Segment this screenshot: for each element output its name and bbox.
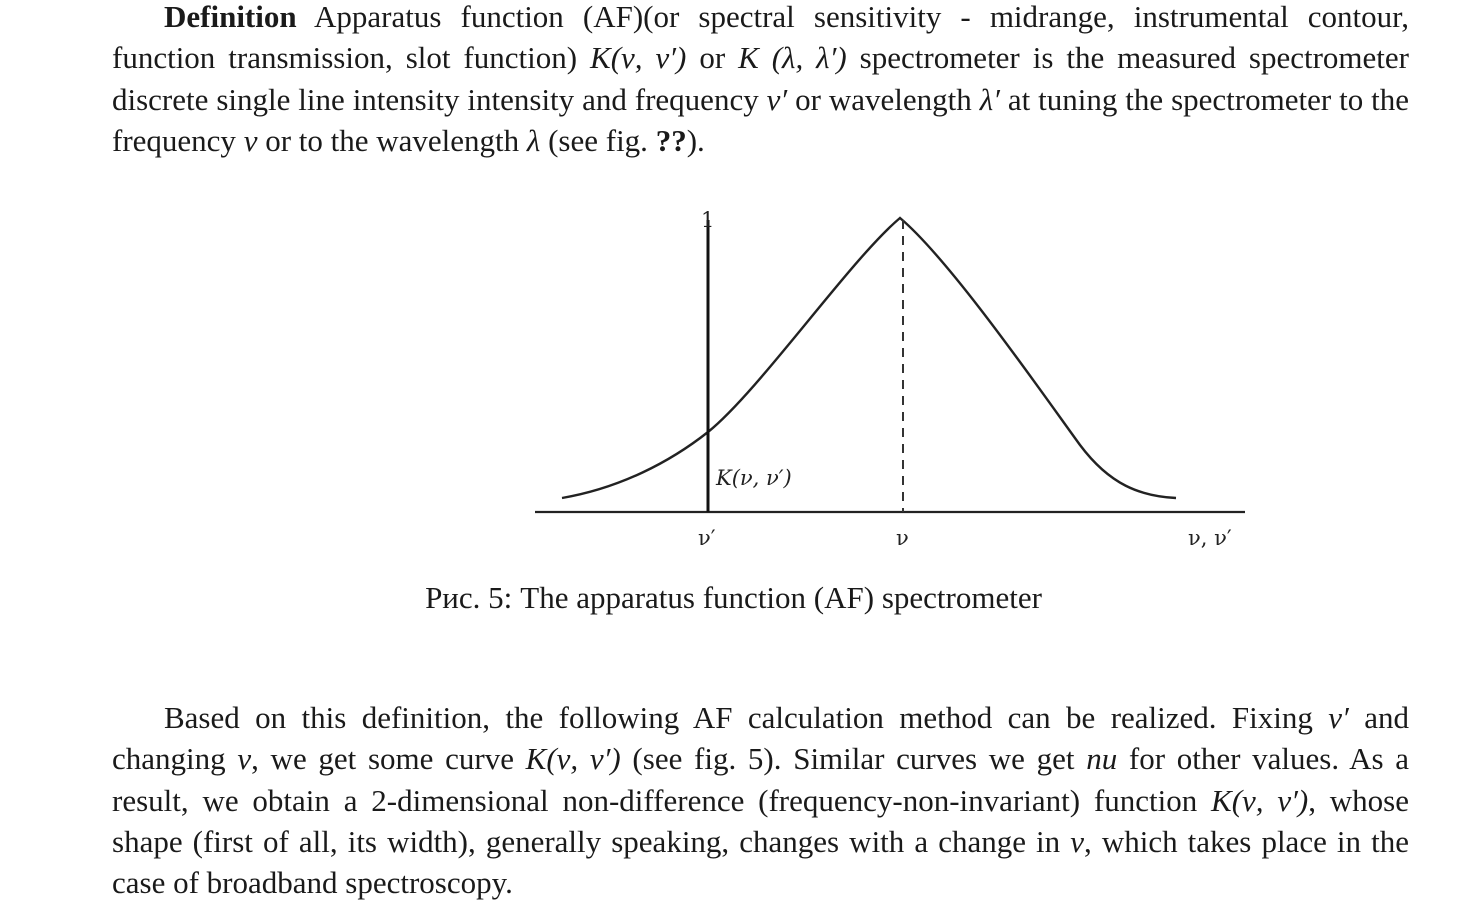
x-label-nu-prime: ν′ xyxy=(698,526,716,550)
math-nu-prime: ν′ xyxy=(1328,700,1349,735)
method-paragraph xyxy=(112,697,1409,903)
definition-text-d: or wavelength xyxy=(787,81,980,117)
math-lambda: λ xyxy=(526,122,541,158)
math-nu: ν xyxy=(237,741,252,777)
figure-reference-unresolved[interactable]: ?? xyxy=(655,122,687,158)
x-label-nu: ν xyxy=(896,526,909,550)
method-text-e: for other values. As a result, we obtain a 2-dimensional non-difference (frequency-non-invariant) function xyxy=(112,741,1409,818)
apparatus-function-plot xyxy=(520,200,1260,560)
math-k-nu: K(ν, ν′) xyxy=(525,741,621,777)
math-k-nu-2: K(ν, ν′) xyxy=(1211,782,1309,818)
x-axis-label: ν, ν′ xyxy=(1188,526,1232,550)
definition-text-f: or to the wavelength xyxy=(257,122,527,158)
apparatus-function-figure xyxy=(520,200,1260,560)
caption-prefix: Рис. 5: xyxy=(425,580,513,615)
method-text-f: , whose shape (first of all, its width), generally speaking, changes with a change in xyxy=(112,782,1409,859)
math-lambda-prime: λ′ xyxy=(979,81,1000,117)
figure-caption xyxy=(0,578,1467,618)
curve-label: K(ν, ν′) xyxy=(716,466,792,490)
definition-text-a: Apparatus function (AF)(or spectral sensitivity - midrange, instrumental contour, function transmission, slot function) xyxy=(112,0,1409,76)
definition-text-c: spectrometer is the measured spectrometer discrete single line intensity intensity and frequency xyxy=(112,40,1409,117)
definition-text-g: (see fig. xyxy=(540,122,656,158)
caption-text: The apparatus function (AF) spectrometer xyxy=(520,580,1042,615)
method-text-b: and changing xyxy=(112,700,1409,777)
math-nu: ν xyxy=(243,122,258,158)
apparatus-function-curve xyxy=(562,218,1176,498)
method-text-d: (see fig. 5). Similar curves we get xyxy=(620,741,1087,777)
definition-text-b: or xyxy=(686,40,739,76)
definition-paragraph xyxy=(112,0,1409,161)
math-nu-prime: ν′ xyxy=(766,81,788,117)
definition-lead: Definition xyxy=(164,0,297,34)
definition-text-h: ). xyxy=(686,122,705,158)
math-nu-word: nu xyxy=(1086,741,1118,777)
math-k-nu: K(ν, ν′) xyxy=(590,40,687,76)
y-tick-label: 1 xyxy=(701,208,715,232)
method-text-c: , we get some curve xyxy=(251,741,526,777)
method-text-a: Based on this definition, the following AF calculation method can be realized. Fixing xyxy=(164,700,1329,735)
math-nu-2: ν xyxy=(1070,823,1085,859)
method-text-g: , which takes place in the case of broadband spectroscopy. xyxy=(112,823,1409,901)
math-k-lambda: K (λ, λ′) xyxy=(738,40,847,76)
definition-text-e: at tuning the spectrometer to the frequency xyxy=(112,81,1409,158)
